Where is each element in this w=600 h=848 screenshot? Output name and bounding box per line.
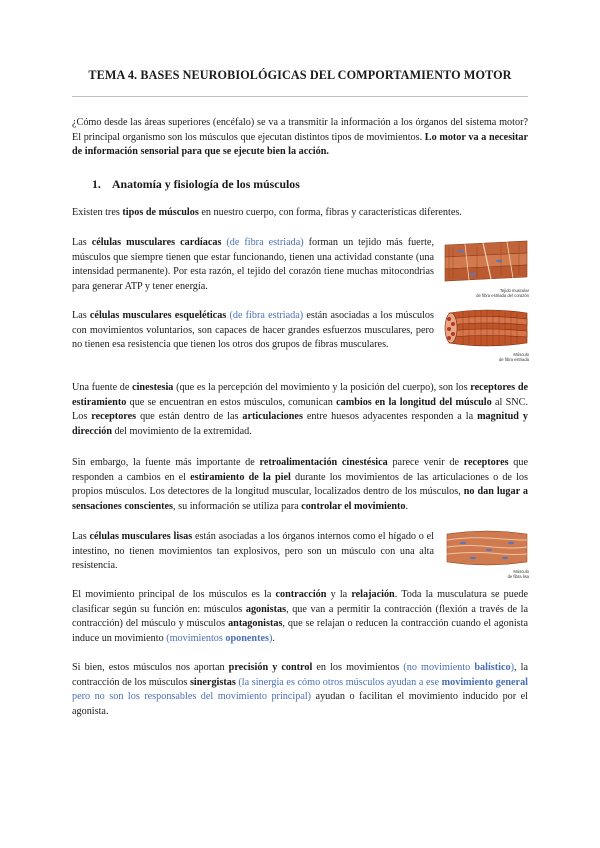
section-number: 1.	[92, 177, 101, 191]
text-run: ayudan o facilitan el movimiento inducido por el agonista.	[72, 691, 528, 717]
cardiac-muscle-figure	[443, 235, 529, 298]
bold-run: células musculares lisas	[89, 531, 193, 542]
tipos-paragraph	[72, 206, 528, 221]
esqueleticas-paragraph	[72, 309, 434, 353]
text-run: El movimiento principal de los músculos es la	[72, 589, 276, 600]
intro-paragraph	[72, 116, 528, 160]
skeletal-caption	[443, 352, 529, 362]
text-run: , que se relajan o reducen la contracción cuando el agonista induce un movimiento	[72, 618, 528, 644]
blue-bold-run: balístico	[474, 662, 511, 673]
caption-line: de fibra estriada	[498, 357, 529, 362]
bold-run: receptores	[463, 457, 509, 468]
contraccion-paragraph	[72, 588, 528, 646]
text-run: . Toda la musculatura se puede clasificar según su función en: músculos	[72, 589, 528, 615]
text-run: entre huesos adyacentes responden a la	[302, 411, 478, 423]
section-title: Anatomía y fisiología de los músculos	[112, 177, 300, 191]
blue-run: (de fibra estriada)	[226, 310, 304, 321]
skeletal-muscle-figure	[443, 305, 529, 362]
text-run: .	[405, 500, 409, 512]
cardiacas-paragraph	[72, 236, 434, 294]
text-run: que responden a cambios en el	[72, 457, 529, 483]
blue-run: (no movimiento	[403, 662, 475, 673]
bold-run: receptores	[91, 411, 137, 423]
blue-bold-run: movimiento general	[441, 676, 528, 688]
text-run: del movimiento de la extremidad.	[112, 425, 252, 437]
text-run: .	[272, 632, 275, 644]
blue-run: (movimientos	[166, 632, 226, 644]
bold-run: cambios en la longitud del músculo	[336, 396, 492, 408]
smooth-muscle-figure	[443, 528, 529, 579]
text-run: Una fuente de	[72, 382, 133, 393]
text-run: y la	[326, 589, 352, 600]
skeletal-muscle-icon	[443, 305, 529, 351]
text-run: Existen tres	[72, 207, 123, 218]
section-heading	[92, 177, 300, 192]
bold-run: tipos de músculos	[122, 207, 199, 218]
smooth-caption	[443, 569, 529, 579]
intro-bold: Lo motor va a necesitar de información sensorial para que se ejecute bien la acción.	[72, 131, 529, 158]
text-run: en nuestro cuerpo, con forma, fibras y características diferentes.	[198, 207, 462, 218]
sinergistas-paragraph	[72, 661, 528, 719]
text-run: (que es la percepción del movimiento y la posición del cuerpo), son los	[173, 382, 471, 393]
blue-bold-run: oponentes	[225, 632, 269, 644]
cardiac-muscle-icon	[443, 235, 529, 287]
caption-line: Músculo	[513, 569, 529, 574]
blue-run: )	[268, 632, 273, 644]
text-run: , que van a permitir la contracción (flexión a través de la contracción) del músculo y músculos	[72, 603, 528, 630]
text-run: durante los movimientos de las articulaciones o de los propios músculos. Los detectores de la longitud muscular, localizados dentro de los músculos,	[72, 471, 528, 498]
bold-run: retroalimentación cinestésica	[259, 457, 388, 468]
bold-run: no dan lugar a sensaciones conscientes	[72, 486, 528, 512]
text-run: Si bien, estos músculos nos aportan	[72, 662, 229, 673]
bold-run: contracción	[275, 589, 327, 600]
bold-run: agonistas	[245, 603, 287, 615]
cinestesia-paragraph	[72, 381, 528, 439]
text-run: que están dentro de las	[136, 411, 243, 423]
cardiac-caption	[443, 288, 529, 298]
document-title: TEMA 4. BASES NEUROBIOLÓGICAS DEL COMPORTAMIENTO MOTOR	[88, 68, 512, 82]
text-run: forman un tejido más fuerte, músculos que siempre tienen que estar funcionando, tienen una actividad constante (una intensidad permanente). Por esta razón, el tejido del corazón tiene muchas mitocondrias para generar ATP y tener energía.	[72, 237, 434, 292]
lisas-paragraph	[72, 530, 434, 574]
caption-line: de fibra lisa	[507, 574, 529, 579]
bold-run: antagonistas	[228, 618, 283, 630]
bold-run: relajación	[351, 589, 395, 600]
bold-run: estiramiento de la piel	[190, 471, 291, 483]
retroalimentacion-paragraph	[72, 456, 528, 514]
bold-run: células musculares cardíacas	[91, 237, 222, 248]
text-run: al SNC. Los	[72, 396, 528, 423]
text-run: , su información se utiliza para	[173, 500, 302, 512]
blue-run: )	[510, 662, 514, 673]
caption-line: Músculo	[513, 352, 529, 357]
text-run: están asociadas a los músculos con movimientos voluntarios, son capaces de hacer grandes esfuerzos musculares, pero no tienen esa resistencia que tienen los otros dos grupos de fibras musculares.	[72, 310, 434, 351]
bold-run: receptores de estiramiento	[72, 382, 529, 408]
text-run: que se encuentran en estos músculos, comunican	[126, 396, 337, 408]
bold-run: sinergistas	[189, 676, 236, 688]
blue-run: (de fibra estriada)	[221, 237, 304, 248]
intro-text: ¿Cómo desde las áreas superiores (encéfalo) se va a transmitir la información a los órganos del sistema motor? El principal organismo son los músculos que ejecutan distintos tipos de movimientos.	[72, 117, 528, 143]
bold-run: cinestesia	[132, 382, 174, 393]
text-run: en los movimientos	[312, 662, 404, 673]
smooth-muscle-icon	[443, 528, 529, 568]
bold-run: controlar el movimiento	[301, 500, 406, 512]
text-run: están asociadas a los órganos internos como el hígado o el intestino, no tienen movimientos tan explosivos, pero son un músculo con una alta resistencia.	[72, 531, 434, 572]
blue-run: (la sinergia es cómo otros músculos ayudan a ese	[235, 676, 442, 688]
bold-run: articulaciones	[242, 411, 303, 423]
caption-line: de fibra estriada del corazón	[476, 293, 529, 298]
title-divider	[72, 96, 528, 97]
bold-run: precisión y control	[228, 662, 313, 673]
text-run: Sin embargo, la fuente más importante de	[72, 457, 260, 468]
text-run: Las	[72, 310, 90, 321]
caption-line: Tejido muscular	[499, 288, 529, 293]
text-run: , la contracción de los músculos	[72, 662, 528, 688]
text-run: parece venir de	[387, 457, 464, 468]
text-run: Las	[72, 237, 92, 248]
text-run: Las	[72, 531, 90, 542]
blue-run: pero no son los responsables del movimiento principal)	[72, 691, 312, 703]
bold-run: células musculares esqueléticas	[89, 310, 227, 321]
bold-run: magnitud y dirección	[72, 411, 528, 437]
